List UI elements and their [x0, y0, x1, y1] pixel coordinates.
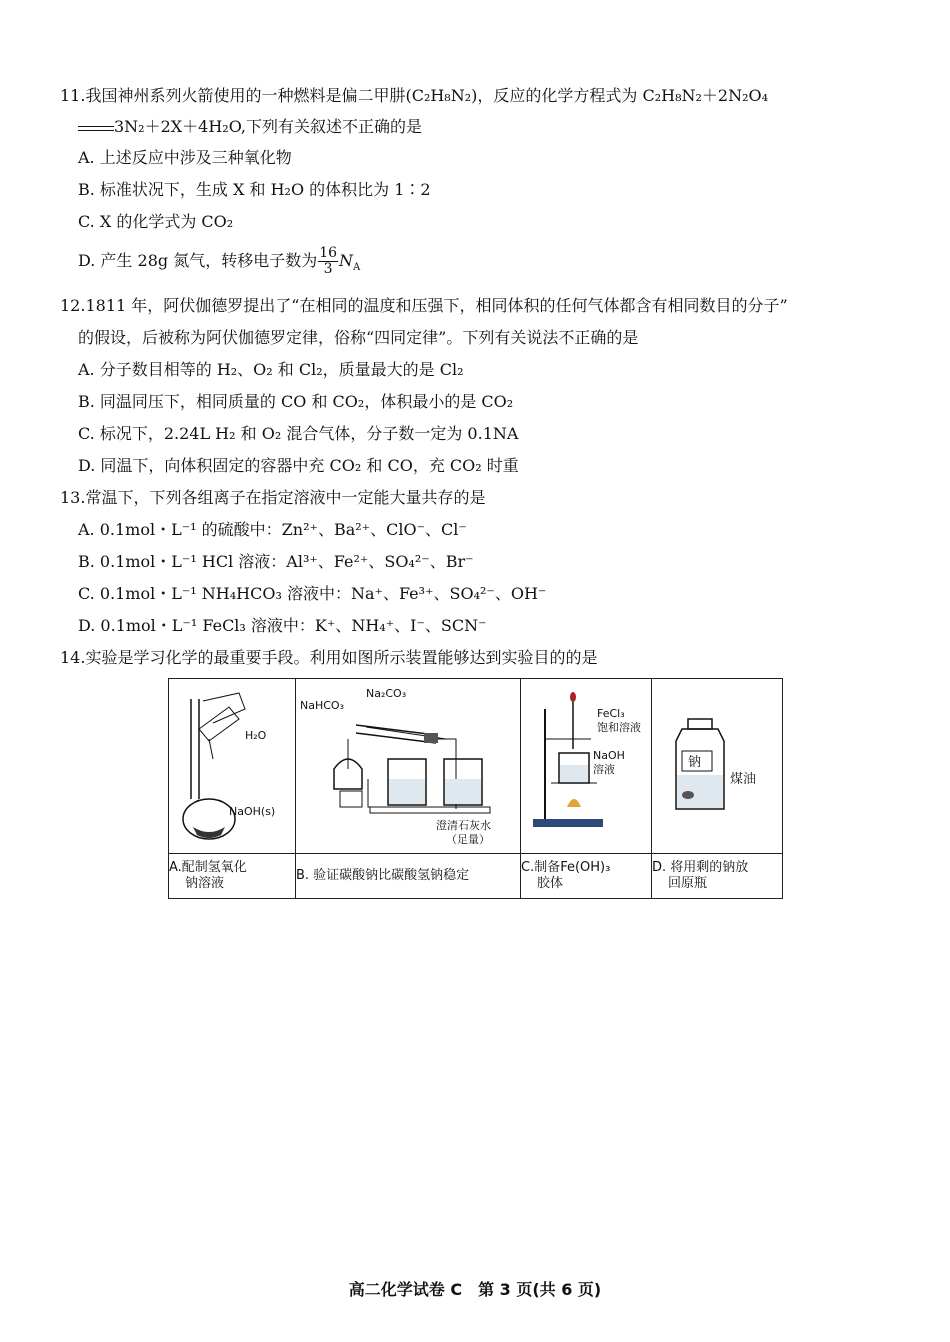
sodium-label: 钠: [688, 755, 702, 770]
q14-stem: 14.实验是学习化学的最重要手段。利用如图所示装置能够达到实验目的的是: [60, 648, 598, 667]
solution-label: 溶液: [593, 763, 615, 776]
caption-b: B. 验证碳酸钠比碳酸氢钠稳定: [296, 854, 521, 899]
na2co3-label: Na₂CO₃: [366, 687, 407, 700]
fecl3-label: FeCl₃: [597, 707, 625, 720]
h2o-label: H₂O: [245, 729, 267, 742]
q11-option-d: D. 产生 28g 氮气，转移电子数为 $\frac{16}{3}$ $N_A$: [78, 245, 361, 277]
q12-stem-line2: 的假设，后被称为阿伏伽德罗定律，俗称“四同定律”。下列有关说法不正确的是: [78, 328, 639, 347]
kerosene-label: 煤油: [730, 772, 757, 787]
caption-c: C.制备Fe(OH)₃ 胶体: [521, 854, 652, 899]
q12-option-b: B. 同温同压下，相同质量的 CO 和 CO₂，体积最小的是 CO₂: [78, 392, 514, 411]
colloid-preparation-diagram: [521, 679, 651, 849]
q12-stem-line1: 12.1811 年，阿伏伽德罗提出了“在相同的温度和压强下，相同体积的任何气体都含有相同数目的分子”: [60, 296, 788, 315]
reagent-bottle-diagram: [652, 679, 782, 849]
page-footer: 高二化学试卷 C 第 3 页(共 6 页): [348, 1280, 602, 1299]
naoh-solid-label: NaOH(s): [229, 805, 276, 818]
q11-option-c: C. X 的化学式为 CO₂: [78, 212, 234, 231]
saturated-label: 饱和溶液: [597, 721, 641, 734]
q12-option-a: A. 分子数目相等的 H₂、O₂ 和 Cl₂，质量最大的是 Cl₂: [78, 360, 464, 379]
apparatus-b-cell: [296, 679, 521, 854]
q13-option-b: B. 0.1mol・L⁻¹ HCl 溶液：Al³⁺、Fe²⁺、SO₄²⁻、Br⁻: [78, 552, 474, 571]
carbonate-heating-diagram: [296, 679, 520, 849]
volumetric-flask-diagram: [169, 679, 295, 849]
q13-option-a: A. 0.1mol・L⁻¹ 的硫酸中：Zn²⁺、Ba²⁺、ClO⁻、Cl⁻: [78, 520, 467, 539]
q11-stem-line2: 3N₂＋2X＋4H₂O,下列有关叙述不正确的是: [114, 117, 422, 136]
q11-stem-line1: 11.我国神州系列火箭使用的一种燃料是偏二甲肼(C₂H₈N₂)，反应的化学方程式为 C₂H₈N₂＋2N₂O₄: [60, 86, 769, 105]
q11-option-b: B. 标准状况下，生成 X 和 H₂O 的体积比为 1∶2: [78, 180, 431, 199]
limewater-label: 澄清石灰水: [436, 819, 491, 832]
apparatus-a-cell: [169, 679, 296, 854]
nahco3-label: NaHCO₃: [300, 699, 344, 712]
q13-option-d: D. 0.1mol・L⁻¹ FeCl₃ 溶液中：K⁺、NH₄⁺、I⁻、SCN⁻: [78, 616, 487, 635]
apparatus-c-cell: [521, 679, 652, 854]
caption-d: D. 将用剩的钠放 回原瓶: [652, 854, 783, 899]
caption-a: A.配制氢氧化 钠溶液: [169, 854, 296, 899]
enough-label: （足量）: [446, 833, 490, 846]
q12-option-c: C. 标况下，2.24L H₂ 和 O₂ 混合气体，分子数一定为 0.1NA: [78, 424, 519, 443]
apparatus-table: [168, 678, 783, 899]
apparatus-d-cell: [652, 679, 783, 854]
q12-option-d: D. 同温下，向体积固定的容器中充 CO₂ 和 CO，充 CO₂ 时重: [78, 456, 519, 475]
naoh-label: NaOH: [593, 749, 625, 762]
q13-stem: 13.常温下，下列各组离子在指定溶液中一定能大量共存的是: [60, 488, 486, 507]
fraction: $\frac{16}{3}$: [319, 245, 338, 277]
q11-option-a: A. 上述反应中涉及三种氧化物: [78, 148, 292, 167]
q13-option-c: C. 0.1mol・L⁻¹ NH₄HCO₃ 溶液中：Na⁺、Fe³⁺、SO₄²⁻、OH⁻: [78, 584, 547, 603]
